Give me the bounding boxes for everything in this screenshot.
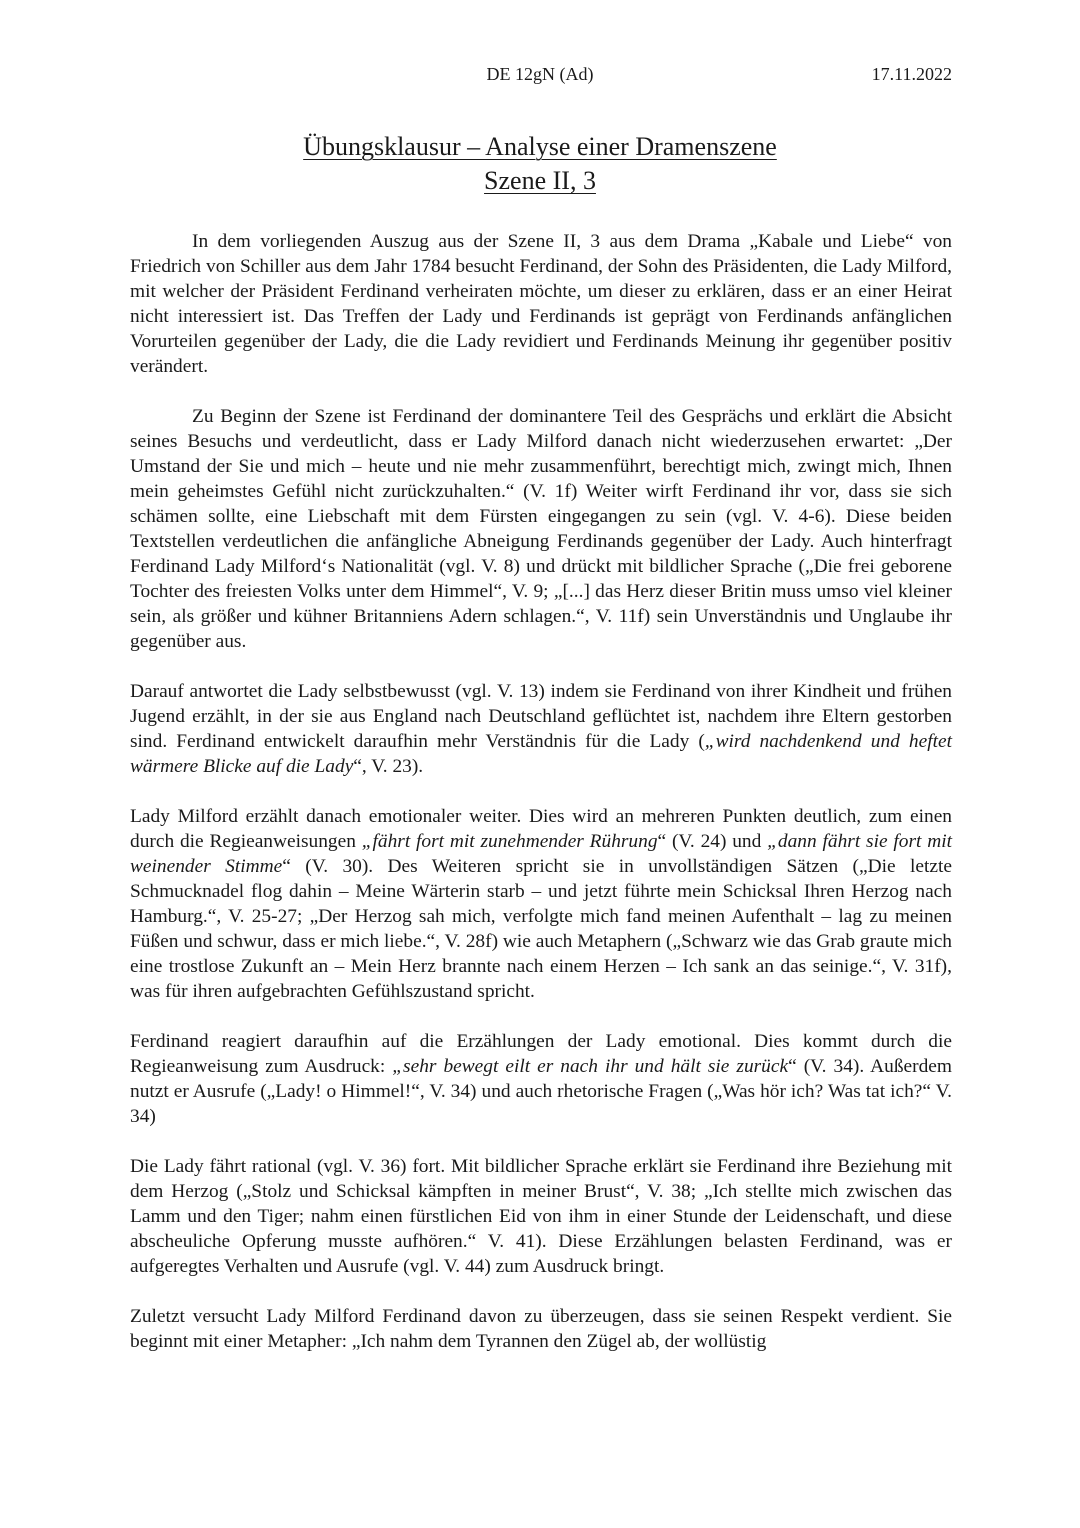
page-header: [128, 64, 952, 90]
text-run: Lady Milford erzählt danach emotionaler weiter. Dies wird an mehreren Punkten deutlich, zum einen durch die Regieanweisungen: [130, 806, 952, 852]
paragraph-ferdinand-reaction: [130, 1029, 952, 1129]
title-line-scene: Szene II, 3: [484, 166, 596, 195]
course-label: DE 12gN (Ad): [486, 64, 594, 84]
paragraph-beginning: Zu Beginn der Szene ist Ferdinand der dominantere Teil des Gesprächs und erklärt die Absicht seines Besuchs und verdeutlicht, dass er Lady Milford danach nicht wiederzusehen erwartet: „Der Umstand der Sie und mich – heute und nie mehr zusammenführt, berechtigt mich, zwingt mich, Ihnen mein geheimstes Gefühl nicht zurückzuhalten.“ (V. 1f) Weiter wirft Ferdinand ihr vor, dass sie sich schämen sollte, eine Liebschaft mit dem Fürsten eingegangen zu sein (vgl. V. 4-6). Diese beiden Textstellen verdeutlichen die anfängliche Abneigung Ferdinands gegenüber der Lady. Auch hinterfragt Ferdinand Lady Milford‘s Nationalität (vgl. V. 8) und drückt mit bildlicher Sprache („Die frei geborene Tochter des freiesten Volks unter dem Himmel“, V. 9; „[...] das Herz dieser Britin muss umso viel kleiner sein, als größer und kühner Britanniens Adern schlagen.“, V. 11f) sein Unverständnis und Unglaube ihr gegenüber aus.: [130, 406, 952, 652]
text-run: “, V. 23).: [353, 756, 424, 777]
title-block: [128, 130, 952, 198]
stage-direction-quote: „dann fährt sie fort mit weinender Stimme: [130, 831, 952, 877]
paragraph-lady-rational: Die Lady fährt rational (vgl. V. 36) fort. Mit bildlicher Sprache erklärt sie Ferdinand ihre Beziehung mit dem Herzog („Stolz und Schicksal kämpften in meiner Brust“, V. 38; „Ich stellte mich zwischen das Lamm und den Tiger; nahm einen fürstlichen Eid von ihm in einer Stunde der Leidenschaft, und diese abscheuliche Opferung musste aufhören.“ V. 41). Diese Erzählungen belasten Ferdinand, was er aufgeregtes Verhalten und Ausrufe (vgl. V. 44) zum Ausdruck bringt.: [130, 1156, 952, 1277]
text-run: Darauf antwortet die Lady selbstbewusst (vgl. V. 13) indem sie Ferdinand von ihrer Kindheit und frühen Jugend erzählt, in der sie aus England nach Deutschland geflüchtet ist, nachdem ihre Eltern gestorben sind. Ferdinand entwickelt daraufhin mehr Verständnis für die Lady (: [130, 681, 952, 752]
paragraph-introduction: In dem vorliegenden Auszug aus der Szene II, 3 aus dem Drama „Kabale und Liebe“ von Friedrich von Schiller aus dem Jahr 1784 besucht Ferdinand, der Sohn des Präsidenten, die Lady Milford, mit welcher der Präsident Ferdinand verheiraten möchte, um dieser zu erklären, dass er an einer Heirat nicht interessiert ist. Das Treffen der Lady und Ferdinands ist geprägt von Ferdinands anfänglichen Vorurteilen gegenüber der Lady, die die Lady revidiert und Ferdinands Meinung ihr gegenüber positiv verändert.: [130, 231, 952, 377]
essay-body: [130, 229, 952, 1354]
stage-direction-quote: „fährt fort mit zunehmender Rührung: [361, 831, 658, 852]
text-run: “ (V. 34). Außerdem nutzt er Ausrufe („Lady! o Himmel!“, V. 34) und auch rhetorische Fragen („Was hör ich? Was tat ich?“ V. 34): [130, 1056, 952, 1127]
stage-direction-quote: „sehr bewegt eilt er nach ihr und hält sie zurück: [392, 1056, 789, 1077]
date-label: 17.11.2022: [871, 64, 952, 84]
paragraph-conclusion: Zuletzt versucht Lady Milford Ferdinand davon zu überzeugen, dass sie seinen Respekt verdient. Sie beginnt mit einer Metapher: „Ich nahm dem Tyrannen den Zügel ab, der wollüstig: [130, 1306, 952, 1352]
text-run: “ (V. 24) und: [657, 831, 768, 852]
text-run: Ferdinand reagiert daraufhin auf die Erzählungen der Lady emotional. Dies kommt durch die Regieanweisung zum Ausdruck:: [130, 1031, 952, 1077]
paragraph-lady-emotional: [130, 804, 952, 1004]
paragraph-lady-answer: [130, 679, 952, 779]
title-line-main: Übungsklausur – Analyse einer Dramenszene: [303, 132, 777, 161]
text-run: “ (V. 30). Des Weiteren spricht sie in unvollständigen Sätzen („Die letzte Schmucknadel flog dahin – Meine Wärterin starb – und jetzt führte mein Schicksal Ihren Herzog nach Hamburg.“, V. 25-27; „Der Herzog sah mich, verfolgte mich fand meinen Aufenthalt – lag zu meinen Füßen und schwur, dass er mich liebe.“, V. 28f) wie auch Metaphern („Schwarz wie das Grab graute mich eine trostlose Zukunft an – Mein Herz brannte nach einem Herzen – Ich sank an das seinige.“, V. 31f), was für ihren aufgebrachten Gefühlszustand spricht.: [130, 856, 952, 1002]
stage-direction-quote: „wird nachdenkend und heftet wärmere Blicke auf die Lady: [130, 731, 952, 777]
